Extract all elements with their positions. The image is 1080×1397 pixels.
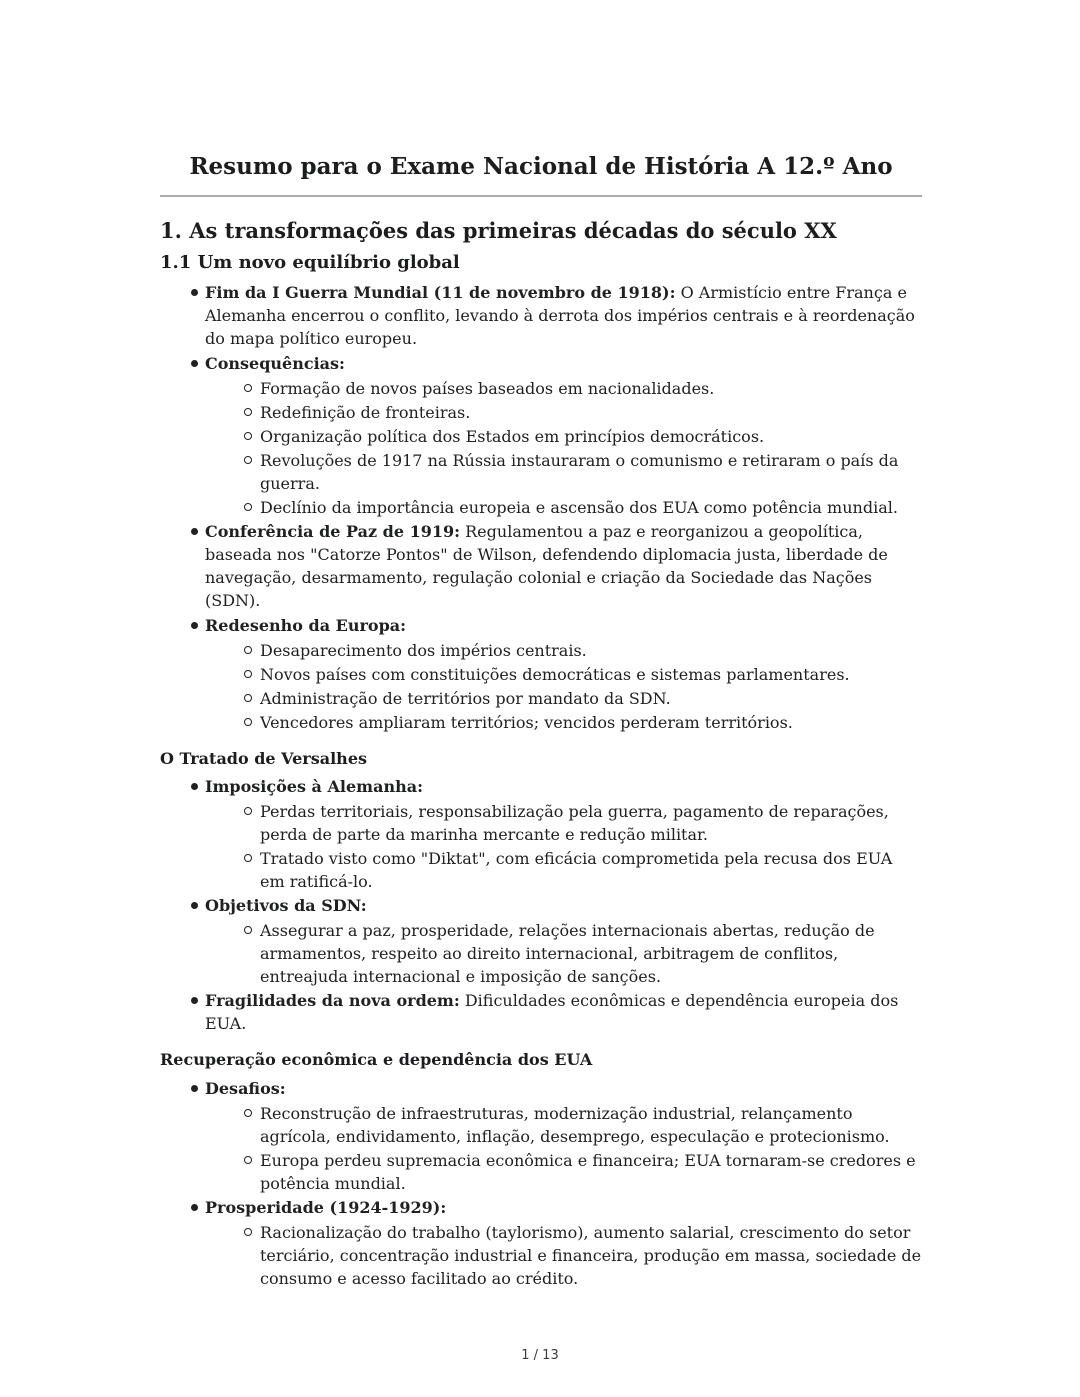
bullet-icon	[191, 622, 198, 629]
group-heading: Recuperação econômica e dependência dos EUA	[160, 1050, 593, 1070]
title-divider	[160, 195, 922, 197]
bullet-lead: Conferência de Paz de 1919:	[205, 521, 461, 541]
bullet-item	[160, 352, 922, 375]
bullet-text: Regulamentou a paz e reorganizou a geopolítica, baseada nos "Catorze Pontos" de Wilson, defendendo diplomacia justa, liberdade de navegação, desarmamento, regulação colonial e criação da Sociedade das Nações (SDN).	[205, 521, 888, 610]
sub-bullet-item	[160, 919, 922, 988]
bullet-list	[160, 281, 922, 1291]
sub-bullet-item	[160, 1149, 922, 1195]
bullet-item	[160, 1196, 922, 1219]
bullet-lead: Fragilidades da nova ordem:	[205, 991, 460, 1011]
bullet-text: Revoluções de 1917 na Rússia instauraram o comunismo e retiraram o país da guerra.	[260, 450, 899, 493]
circle-bullet-icon	[244, 432, 252, 440]
bullet-text: Redefinição de fronteiras.	[260, 402, 471, 422]
sub-bullet-item	[160, 496, 922, 519]
bullet-text: Vencedores ampliaram territórios; vencidos perderam territórios.	[260, 712, 793, 732]
circle-bullet-icon	[244, 503, 252, 511]
bullet-lead: Desafios:	[205, 1079, 286, 1099]
bullet-item	[160, 520, 922, 612]
sub-bullet-item	[160, 449, 922, 495]
bullet-text: Novos países com constituições democráticas e sistemas parlamentares.	[260, 664, 850, 684]
bullet-item	[160, 1077, 922, 1100]
circle-bullet-icon	[244, 854, 252, 862]
circle-bullet-icon	[244, 1156, 252, 1164]
bullet-item	[160, 894, 922, 917]
document-content	[160, 0, 922, 1291]
circle-bullet-icon	[244, 1109, 252, 1117]
bullet-lead: Consequências:	[205, 353, 345, 373]
bullet-text: Administração de territórios por mandato da SDN.	[260, 688, 671, 708]
bullet-icon	[191, 360, 198, 367]
circle-bullet-icon	[244, 646, 252, 654]
bullet-text: Racionalização do trabalho (taylorismo), aumento salarial, crescimento do setor terciário, concentração industrial e financeira, produção em massa, sociedade de consumo e acesso facilitado ao crédito.	[260, 1223, 922, 1289]
circle-bullet-icon	[244, 1228, 252, 1236]
sub-bullet-item	[160, 663, 922, 686]
bullet-text: Reconstrução de infraestruturas, modernização industrial, relançamento agrícola, endividamento, inflação, desemprego, especulação e protecionismo.	[260, 1104, 890, 1147]
circle-bullet-icon	[244, 718, 252, 726]
bullet-text: Assegurar a paz, prosperidade, relações internacionais abertas, redução de armamentos, respeito ao direito internacional, arbitragem de conflitos, entreajuda internacional e imposição de sanções.	[260, 921, 875, 987]
sub-bullet-item	[160, 800, 922, 846]
circle-bullet-icon	[244, 384, 252, 392]
bullet-text: Tratado visto como "Diktat", com eficácia comprometida pela recusa dos EUA em ratificá-lo.	[260, 849, 893, 892]
bullet-lead: Imposições à Alemanha:	[205, 777, 423, 797]
bullet-text: Perdas territoriais, responsabilização pela guerra, pagamento de reparações, perda de parte da marinha mercante e redução militar.	[260, 802, 889, 845]
bullet-icon	[191, 528, 198, 535]
circle-bullet-icon	[244, 408, 252, 416]
section-heading: 1. As transformações das primeiras décadas do século XX	[160, 217, 837, 243]
bullet-text: Declínio da importância europeia e ascensão dos EUA como potência mundial.	[260, 497, 898, 517]
bullet-icon	[191, 1204, 198, 1211]
bullet-icon	[191, 997, 198, 1004]
bullet-text: Desaparecimento dos impérios centrais.	[260, 640, 587, 660]
circle-bullet-icon	[244, 670, 252, 678]
bullet-text: Formação de novos países baseados em nacionalidades.	[260, 378, 715, 398]
bullet-text: Dificuldades econômicas e dependência europeia dos EUA.	[205, 991, 899, 1034]
circle-bullet-icon	[244, 807, 252, 815]
group-heading: O Tratado de Versalhes	[160, 748, 367, 768]
sub-bullet-item	[160, 639, 922, 662]
sub-bullet-item	[160, 687, 922, 710]
bullet-lead: Redesenho da Europa:	[205, 615, 407, 635]
bullet-icon	[191, 783, 198, 790]
bullet-item	[160, 614, 922, 637]
circle-bullet-icon	[244, 694, 252, 702]
circle-bullet-icon	[244, 456, 252, 464]
bullet-icon	[191, 902, 198, 909]
sub-bullet-item	[160, 847, 922, 893]
bullet-lead: Prosperidade (1924-1929):	[205, 1198, 447, 1218]
bullet-item	[160, 281, 922, 350]
bullet-lead: Objetivos da SDN:	[205, 896, 367, 916]
circle-bullet-icon	[244, 926, 252, 934]
sub-bullet-item	[160, 377, 922, 400]
bullet-text: Organização política dos Estados em princípios democráticos.	[260, 426, 765, 446]
sub-bullet-item	[160, 401, 922, 424]
sub-bullet-item	[160, 711, 922, 734]
bullet-text: O Armistício entre França e Alemanha encerrou o conflito, levando à derrota dos impérios centrais e à reordenação do mapa político europeu.	[205, 282, 915, 348]
bullet-text: Europa perdeu supremacia econômica e financeira; EUA tornaram-se credores e potência mundial.	[260, 1151, 916, 1194]
sub-bullet-item	[160, 425, 922, 448]
bullet-icon	[191, 1085, 198, 1092]
bullet-item	[160, 989, 922, 1035]
bullet-icon	[191, 289, 198, 296]
sub-bullet-item	[160, 1221, 922, 1290]
sub-bullet-item	[160, 1102, 922, 1148]
subsection-heading: 1.1 Um novo equilíbrio global	[160, 251, 460, 273]
bullet-item	[160, 775, 922, 798]
page-title: Resumo para o Exame Nacional de História A 12.º Ano	[189, 153, 893, 180]
page-indicator: 1 / 13	[521, 1348, 559, 1363]
bullet-lead: Fim da I Guerra Mundial (11 de novembro de 1918):	[205, 282, 676, 302]
